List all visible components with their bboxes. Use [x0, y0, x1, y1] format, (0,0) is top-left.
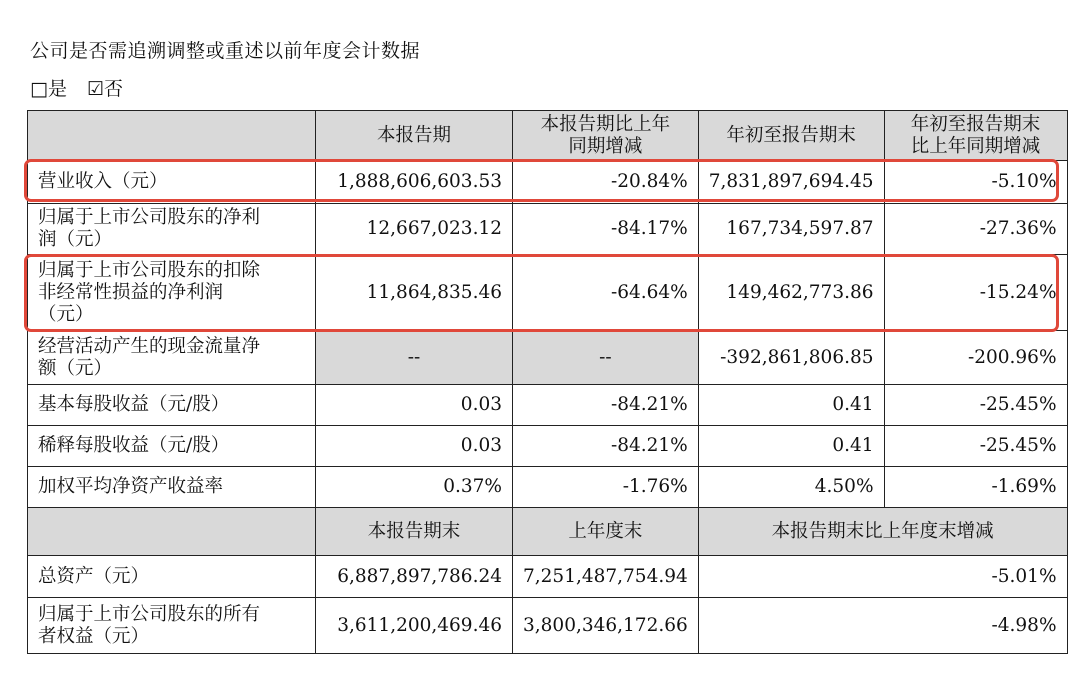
header-cell-text: 年初至报告期末 比上年同期增减 [910, 113, 1041, 157]
row-label [28, 426, 316, 467]
cell-ytd-change-text: -5.10% [991, 171, 1057, 192]
cell-ytd [698, 426, 884, 467]
table-row [28, 598, 1068, 654]
row-label [28, 467, 316, 508]
cell-current-period [316, 467, 513, 508]
cell-ytd-change [884, 204, 1067, 255]
header-row-2 [28, 508, 1068, 556]
table-row [28, 467, 1068, 508]
cell-current-period-change-text: -1.76% [622, 476, 688, 497]
cell-ytd-change [884, 161, 1067, 204]
cell-current-period-change [513, 204, 699, 255]
cell-current-period-text: 0.03 [460, 394, 502, 415]
cell-prior-year-end-text: 3,800,346,172.66 [523, 614, 688, 636]
cell-change [698, 598, 1067, 654]
cell-ytd [698, 331, 884, 385]
header-corner-cell [28, 508, 316, 556]
cell-current-period-change [513, 426, 699, 467]
cell-current-period-change-text: -64.64% [610, 281, 688, 303]
cell-ytd-text: 149,462,773.86 [726, 281, 874, 303]
cell-prior-year-end-text: 7,251,487,754.94 [523, 565, 688, 587]
row-label [28, 161, 316, 204]
table-row [28, 204, 1068, 255]
header-row-1 [28, 111, 1068, 161]
cell-ytd-text: 167,734,597.87 [726, 218, 874, 239]
cell-ytd-change [884, 426, 1067, 467]
restatement-answer [30, 74, 137, 101]
cell-current-period-text: 0.37% [443, 476, 502, 497]
cell-ytd-change-text: -1.69% [991, 476, 1057, 497]
cell-period-end [316, 598, 513, 654]
header-cell-text: 本报告期末比上年度末增减 [771, 520, 994, 542]
table-row [28, 331, 1068, 385]
cell-prior-year-end [513, 556, 699, 598]
header-cell [884, 111, 1067, 161]
cell-ytd-change-text: -200.96% [967, 346, 1057, 368]
cell-current-period-change [513, 161, 699, 204]
cell-ytd [698, 255, 884, 331]
cell-current-period-text: -- [407, 346, 421, 368]
cell-current-period-change-text: -84.21% [610, 435, 688, 456]
row-label-text: 归属于上市公司股东的所有 者权益（元） [38, 603, 261, 647]
cell-current-period-text: 11,864,835.46 [366, 281, 502, 303]
cell-ytd-change-text: -25.45% [979, 394, 1057, 415]
row-label-text: 营业收入（元） [38, 171, 168, 192]
cell-current-period-change-text: -20.84% [610, 171, 688, 192]
row-label-text: 总资产（元） [38, 565, 150, 587]
table-row [28, 255, 1068, 331]
row-label-text: 经营活动产生的现金流量净 额（元） [38, 335, 261, 379]
cell-current-period-change-text: -- [599, 346, 612, 368]
cell-period-end-text: 3,611,200,469.46 [337, 614, 502, 636]
cell-prior-year-end [513, 598, 699, 654]
cell-ytd-text: 0.41 [832, 435, 874, 456]
cell-change [698, 556, 1067, 598]
header-cell [698, 508, 1067, 556]
cell-period-end [316, 556, 513, 598]
cell-ytd-change [884, 385, 1067, 426]
row-label-text: 稀释每股收益（元/股） [38, 435, 230, 456]
cell-ytd-change [884, 255, 1067, 331]
cell-ytd [698, 204, 884, 255]
cell-current-period-text: 12,667,023.12 [366, 218, 502, 239]
header-cell [316, 111, 513, 161]
financial-table [27, 110, 1068, 654]
cell-current-period [316, 385, 513, 426]
answer-no-checkbox: ☑否 [87, 78, 124, 100]
cell-current-period-change [513, 331, 699, 385]
cell-current-period-change [513, 385, 699, 426]
cell-current-period-text: 1,888,606,603.53 [337, 171, 502, 192]
table-row [28, 556, 1068, 598]
cell-change-text: -5.01% [991, 565, 1057, 587]
cell-current-period-change [513, 467, 699, 508]
cell-period-end-text: 6,887,897,786.24 [337, 565, 502, 587]
answer-yes-checkbox: □是 [30, 78, 67, 100]
header-cell-text: 年初至报告期末 [726, 124, 856, 146]
cell-ytd [698, 161, 884, 204]
cell-ytd-change-text: -27.36% [979, 218, 1057, 239]
cell-current-period-change [513, 255, 699, 331]
row-label-text: 归属于上市公司股东的净利 润（元） [38, 207, 261, 250]
cell-current-period-change-text: -84.17% [610, 218, 688, 239]
table-row [28, 426, 1068, 467]
row-label [28, 385, 316, 426]
cell-ytd-text: 4.50% [814, 476, 874, 497]
cell-ytd-text: -392,861,806.85 [720, 346, 874, 368]
row-label [28, 598, 316, 654]
cell-current-period-change-text: -84.21% [610, 394, 688, 415]
cell-ytd-text: 0.41 [832, 394, 874, 415]
row-label [28, 255, 316, 331]
header-cell-text: 本报告期末 [367, 520, 461, 542]
cell-ytd-change [884, 467, 1067, 508]
header-cell-text: 本报告期 [376, 124, 451, 146]
cell-current-period [316, 426, 513, 467]
row-label [28, 204, 316, 255]
row-label-text: 归属于上市公司股东的扣除 非经常性损益的净利润 （元） [38, 259, 261, 325]
cell-ytd-change [884, 331, 1067, 385]
table-row [28, 161, 1068, 204]
row-label-text: 基本每股收益（元/股） [38, 394, 230, 415]
header-cell [316, 508, 513, 556]
header-cell [698, 111, 884, 161]
header-cell-text: 上年度末 [568, 520, 643, 542]
header-cell [513, 508, 699, 556]
row-label-text: 加权平均净资产收益率 [38, 476, 224, 497]
cell-ytd [698, 467, 884, 508]
row-label [28, 331, 316, 385]
restatement-question: 公司是否需追溯调整或重述以前年度会计数据 [30, 40, 421, 62]
cell-ytd-change-text: -25.45% [979, 435, 1057, 456]
cell-ytd [698, 385, 884, 426]
cell-current-period [316, 331, 513, 385]
cell-ytd-change-text: -15.24% [979, 281, 1057, 303]
header-cell [513, 111, 699, 161]
cell-current-period-text: 0.03 [460, 435, 502, 456]
row-label [28, 556, 316, 598]
header-cell-text: 本报告期比上年 同期增减 [540, 113, 671, 157]
cell-current-period [316, 161, 513, 204]
cell-change-text: -4.98% [991, 614, 1057, 636]
cell-current-period [316, 204, 513, 255]
cell-ytd-text: 7,831,897,694.45 [708, 171, 874, 192]
table-row [28, 385, 1068, 426]
cell-current-period [316, 255, 513, 331]
header-corner-cell [28, 111, 316, 161]
